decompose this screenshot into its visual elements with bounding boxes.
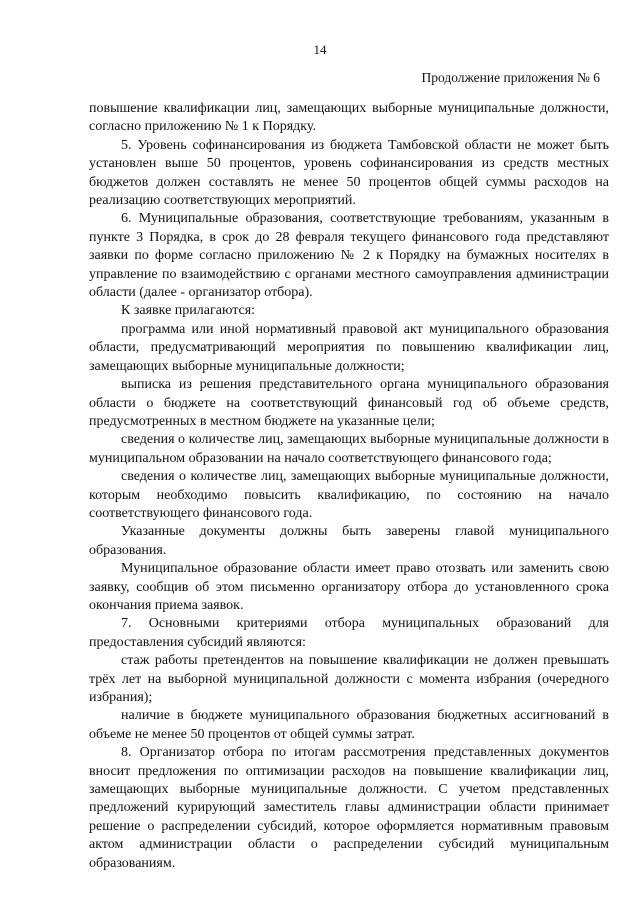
criterion-experience: стаж работы претендентов на повышение квалификации не должен превышать трёх лет на выборной муниципальной должности с момента избрания (очередного избрания); — [89, 653, 609, 705]
attachment-program: программа или иной нормативный правовой акт муниципального образования области, предусматривающий мероприятия по повышению квалификации лиц, замещающих выборные муниципальные должности; — [89, 321, 609, 374]
paragraph-7-criteria: 7. Основными критериями отбора муниципальных образований для предоставления субсидий являются: — [89, 616, 609, 650]
paragraph-5-cofinancing: 5. Уровень софинансирования из бюджета Тамбовской области не может быть установлен выше 50 процентов, уровень софинансирования из средств местных бюджетов должен составлять не менее 50 процентов общей суммы расходов на реализацию соответствующих мероприятий. — [89, 137, 609, 209]
paragraph-8-distribution: 8. Организатор отбора по итогам рассмотрения представленных документов вносит предложения по оптимизации расходов на повышение квалификации лиц, замещающих выборные муниципальные должности. С учетом представленных предложений курирующий заместитель главы администрации области принимает решение о распределении субсидий, которое оформляется нормативным правовым актом администрации области о распределении субсидий муниципальным образованиям. — [89, 745, 609, 871]
attachment-officials-count: сведения о количестве лиц, замещающих выборные муниципальные должности в муниципальном образовании на начало соответствующего финансового года; — [89, 432, 609, 466]
appendix-continuation-label: Продолжение приложения № 6 — [421, 70, 600, 85]
paragraph-attachments-intro: К заявке прилагаются: — [121, 303, 256, 319]
paragraph-continued: повышение квалификации лиц, замещающих выборные муниципальные должности, согласно приложению № 1 к Порядку. — [89, 101, 609, 135]
paragraph-6-applications: 6. Муниципальные образования, соответствующие требованиям, указанным в пункте 3 Порядка, в срок до 28 февраля текущего финансового года представляют заявки по форме согласно приложению № 2 к Порядку на бумажных носителях в управление по взаимодействию с органами местного самоуправления администрации области (далее - организатор отбора). — [89, 211, 609, 301]
paragraph-certification: Указанные документы должны быть заверены главой муниципального образования. — [89, 524, 609, 558]
criterion-budget: наличие в бюджете муниципального образования бюджетных ассигнований в объеме не менее 50 процентов от общей суммы затрат. — [89, 708, 609, 742]
page-number: 14 — [313, 42, 327, 57]
attachment-training-count: сведения о количестве лиц, замещающих выборные муниципальные должности, которым необходимо повысить квалификацию, по состоянию на начало соответствующего финансового года. — [89, 469, 609, 521]
attachment-budget-extract: выписка из решения представительного органа муниципального образования области о бюджете на соответствующий финансовый год об объеме средств, предусмотренных в местном бюджете на указанные цели; — [89, 377, 609, 429]
paragraph-withdrawal-right: Муниципальное образование области имеет право отозвать или заменить свою заявку, сообщив об этом письменно организатору отбора до установленного срока окончания приема заявок. — [89, 561, 609, 613]
document-body — [89, 100, 609, 873]
